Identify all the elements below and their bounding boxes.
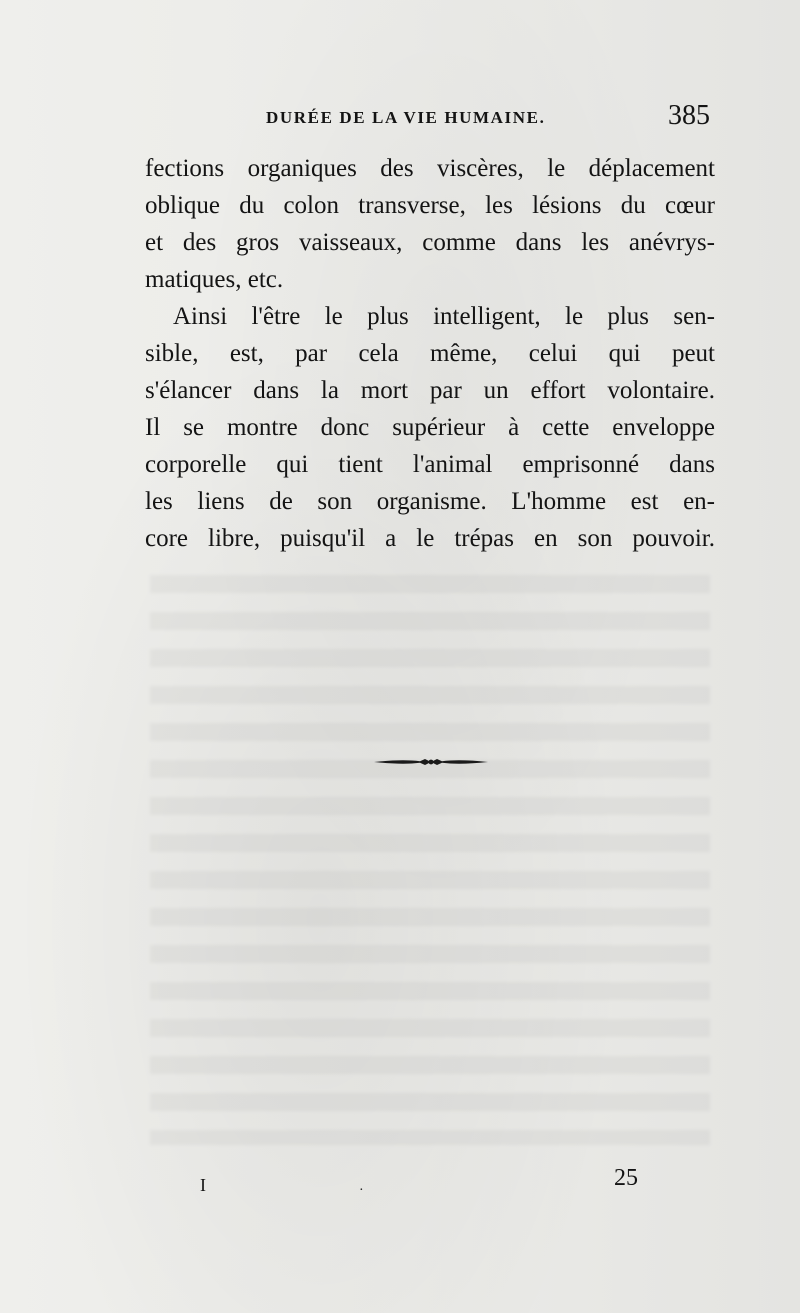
page-footer [0,1165,800,1205]
text-line: oblique du colon transverse, les lésions du cœur [145,192,715,219]
text-line: fections organiques des viscères, le déplacement [145,155,715,182]
text-line: core libre, puisqu'il a le trépas en son pouvoir. [145,525,715,552]
paragraph-start-line: Ainsi l'être le plus intelligent, le plus sen- [173,303,715,330]
bleed-through-shadow [150,575,710,1145]
printer-dot: · [359,1183,364,1198]
text-line: s'élancer dans la mort par un effort volontaire. [145,377,715,404]
text-line: corporelle qui tient l'animal emprisonné dans [145,451,715,478]
body-text [145,150,715,557]
signature-mark: I [200,1175,206,1195]
ornament-divider [372,754,490,770]
text-line: sible, est, par cela même, celui qui peut [145,340,715,367]
text-line: les liens de son organisme. L'homme est en- [145,488,715,515]
page-header [0,100,800,140]
running-head: DURÉE DE LA VIE HUMAINE. [266,108,546,127]
page-number: 385 [668,100,710,131]
sheet-number: 25 [614,1165,638,1191]
text-line: matiques, etc. [145,266,284,293]
text-line: Il se montre donc supérieur à cette enveloppe [145,414,715,441]
text-line: et des gros vaisseaux, comme dans les anévrys- [145,229,715,256]
